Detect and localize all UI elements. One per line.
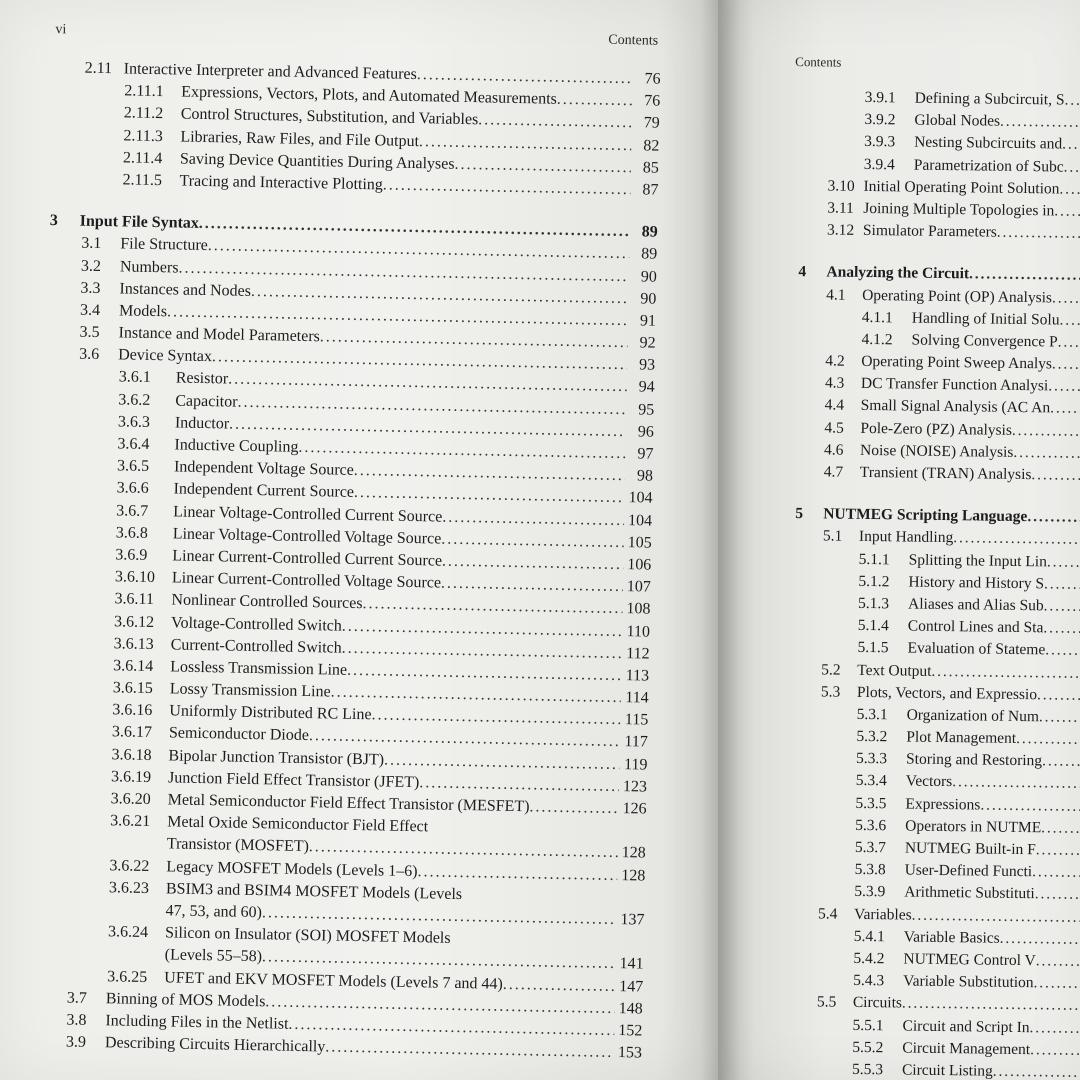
toc-entry-title: Evaluation of Stateme [907, 639, 1046, 659]
toc-entry-title: Variable Basics [903, 928, 1000, 947]
toc-entry-title: Parametrization of Subc [913, 156, 1064, 176]
dot-leader [1059, 178, 1080, 201]
toc-entry-page: 98 [636, 467, 654, 485]
toc-entry-title: Linear Voltage-Controlled Voltage Source [172, 525, 442, 548]
toc-entry-title: Operating Point Sweep Analys [861, 352, 1053, 373]
toc-entry-title: Input Handling [858, 528, 954, 547]
toc-entry-page: 94 [638, 378, 655, 397]
dot-leader [902, 993, 1080, 1018]
running-head: Contents [608, 32, 659, 49]
dot-leader [478, 110, 632, 135]
toc-entry-page: 106 [627, 556, 652, 574]
toc-entry-title: Inductive Coupling [174, 436, 299, 456]
toc-entry-page: 123 [622, 777, 648, 796]
toc-entry-page: 126 [622, 800, 647, 818]
toc-entry-number: 5.4.1 [853, 927, 885, 946]
toc-entry-page: 105 [627, 533, 652, 552]
dot-leader [1043, 617, 1080, 640]
dot-leader [931, 660, 1080, 685]
toc-entry-number: 5.5.3 [851, 1060, 884, 1079]
toc-entry-number: 3.9.3 [864, 133, 896, 151]
dot-leader [1036, 839, 1080, 862]
toc-entry-title: Transient (TRAN) Analysis [859, 463, 1032, 484]
toc-list [0, 56, 667, 1065]
toc-entry-number: 5.5.2 [852, 1038, 884, 1056]
dot-leader [980, 794, 1080, 818]
toc-entry-title: Defining a Subcircuit, S [914, 89, 1065, 109]
toc-entry-number: 4.4 [824, 396, 845, 415]
toc-entry-page: 76 [644, 92, 661, 110]
toc-entry-number: 5.3.8 [854, 861, 886, 879]
toc-entry-page: 90 [640, 267, 657, 286]
dot-leader [1059, 309, 1080, 332]
toc-entry-page: 89 [641, 223, 658, 241]
dot-leader [1035, 884, 1080, 907]
toc-entry-number: 3.3 [80, 279, 101, 297]
toc-entry-page: 112 [626, 644, 650, 663]
toc-entry-title: Instances and Nodes [119, 280, 252, 300]
toc-entry-title: Numbers [119, 257, 179, 276]
toc-entry-number: 5.3.9 [854, 883, 886, 901]
toc-entry-title: Current-Controlled Switch [170, 636, 342, 657]
toc-entry-title: BSIM3 and BSIM4 MOSFET Models (Levels [165, 880, 463, 903]
toc-entry-title: Uniformly Distributed RC Line [169, 702, 372, 724]
dot-leader [1030, 1039, 1080, 1062]
toc-entry-title: Analyzing the Circuit [826, 263, 970, 283]
toc-entry-number: 3.6 [79, 345, 100, 364]
toc-entry-title: Linear Current-Controlled Voltage Source [171, 569, 442, 592]
toc-entry-number: 3.6.4 [117, 435, 150, 453]
dot-leader [1044, 595, 1080, 618]
toc-entry-title: Linear Current-Controlled Current Source [172, 547, 443, 570]
dot-leader [1012, 420, 1080, 444]
dot-leader [441, 528, 624, 553]
toc-entry-number: 5.4.2 [853, 949, 885, 968]
toc-entry-number: 3.6.21 [110, 812, 151, 831]
toc-entry-number: 4.3 [824, 374, 845, 392]
toc-entry-title: NUTMEG Built-in F [904, 839, 1036, 859]
toc-entry-number: 5.3.6 [855, 816, 887, 835]
toc-entry-number: 5.1.1 [858, 550, 890, 568]
toc-entry-number: 2.11.1 [124, 82, 164, 101]
dot-leader [1042, 751, 1080, 774]
toc-entry-title: Independent Voltage Source [173, 458, 355, 480]
toc-entry-number: 5.3.2 [856, 727, 888, 746]
dot-leader [952, 772, 1080, 796]
toc-entry-title: User-Defined Functi [904, 861, 1033, 881]
toc-entry-title: Lossless Transmission Line [170, 658, 348, 679]
toc-entry-number: 3.6.22 [109, 856, 150, 875]
toc-entry-number: 5.5.1 [852, 1016, 884, 1034]
toc-entry-page: 152 [618, 1021, 643, 1040]
toc-entry-title: Circuits [852, 994, 903, 1012]
toc-entry-title: Metal Semiconductor Field Effect Transistor (MESFET) [167, 791, 530, 816]
dot-leader [1013, 442, 1080, 466]
toc-entry-number: 3.6.6 [116, 479, 149, 498]
toc-entry-title: Vectors [905, 772, 953, 791]
dot-leader [529, 796, 619, 820]
toc-entry-number: 3.6.23 [108, 879, 150, 897]
toc-entry-page: 113 [625, 667, 650, 685]
toc-entry-page: 85 [642, 159, 660, 177]
toc-entry-number: 3.9.1 [864, 88, 896, 107]
dot-leader [1052, 287, 1080, 310]
toc-entry-title: Semiconductor Diode [168, 724, 310, 745]
dot-leader [912, 904, 1080, 929]
toc-entry-page: 96 [637, 423, 654, 441]
toc-entry-number: 5.1 [822, 527, 843, 546]
toc-entry-title: Input File Syntax [79, 212, 200, 232]
toc-entry-number: 4.2 [825, 352, 845, 370]
toc-entry-title: Arithmetic Substituti [904, 883, 1035, 903]
toc-entry-number: 5.3 [820, 683, 841, 701]
dot-leader [1016, 728, 1080, 752]
toc-entry-page: 108 [626, 600, 651, 618]
dot-leader [1048, 376, 1080, 399]
toc-entry-title: Lossy Transmission Line [169, 680, 331, 701]
dot-leader [1033, 972, 1080, 995]
toc-entry-page: 128 [621, 844, 646, 862]
toc-entry-number: 3.7 [66, 989, 88, 1007]
toc-entry-title: Junction Field Effect Transistor (JFET) [167, 769, 420, 792]
toc-entry-number: 3.6.1 [118, 368, 151, 387]
dot-leader [1039, 706, 1080, 729]
dot-leader [1027, 506, 1080, 529]
toc-entry-title: Expressions, Vectors, Plots, and Automated Measurements [181, 83, 558, 108]
toc-entry-title: Control Structures, Substitution, and Variables [180, 105, 479, 129]
toc-entry-title: Aliases and Alias Sub [907, 595, 1044, 615]
toc-entry-number: 5.3.5 [855, 794, 887, 812]
toc-entry-number: 4.1.1 [861, 308, 893, 327]
toc-entry-number: 3.6.16 [112, 701, 153, 720]
dot-leader [325, 1037, 614, 1065]
dot-leader [1057, 331, 1080, 354]
toc-entry-number: 3.5 [79, 323, 100, 342]
dot-leader [1050, 398, 1080, 421]
toc-entry-page: 97 [637, 445, 654, 463]
toc-entry-number: 3.6.2 [118, 390, 151, 409]
toc-entry-title: Global Nodes [914, 111, 1001, 130]
toc-entry-title: Libraries, Raw Files, and File Output [180, 128, 420, 150]
toc-entry-number: 4.6 [824, 441, 844, 459]
toc-entry-page: 153 [617, 1044, 643, 1062]
toc-entry-number: 2.11.4 [122, 149, 163, 167]
toc-entry-number: 5.3.4 [855, 772, 887, 790]
dot-leader [1052, 353, 1080, 376]
toc-entry-number: 5.2 [821, 660, 841, 679]
running-head: Contents [795, 54, 842, 70]
toc-entry-number: 4 [798, 263, 807, 281]
toc-entry-page: 93 [638, 356, 656, 374]
toc-entry-number: 3.9.4 [863, 155, 895, 173]
toc-entry-page: 147 [619, 977, 644, 996]
toc-entry-title: Describing Circuits Hierarchically [104, 1034, 326, 1056]
toc-entry-number: 3.6.15 [112, 679, 153, 698]
toc-entry-number: 3.9 [65, 1033, 87, 1051]
toc-entry-title: Splitting the Input Lin [908, 551, 1048, 570]
toc-entry-title: NUTMEG Control V [903, 950, 1036, 970]
toc-entry-title: Operating Point (OP) Analysis [862, 286, 1053, 306]
toc-entry-number: 3.4 [79, 301, 101, 319]
toc-entry-number: 5.4 [817, 904, 838, 923]
toc-entry-title: Joining Multiple Topologies in [863, 199, 1055, 220]
toc-entry-title: Handling of Initial Solu [911, 309, 1060, 329]
toc-entry-title: Nesting Subcircuits and [914, 133, 1063, 153]
toc-entry-title: Models [118, 302, 168, 321]
toc-entry-title: Pole-Zero (PZ) Analysis [860, 419, 1013, 439]
toc-entry-title: Nonlinear Controlled Sources [171, 591, 363, 613]
toc-entry-page: 115 [624, 711, 649, 729]
toc-entry-number: 3.1 [81, 234, 102, 253]
toc-entry [718, 1057, 1080, 1080]
toc-entry-page: 91 [639, 312, 657, 330]
toc-entry-number: 5.1.2 [858, 572, 890, 591]
toc-entry-title: UFET and EKV MOSFET Models (Levels 7 and 44) [164, 968, 504, 993]
toc-entry-number: 3 [49, 212, 58, 230]
toc-entry-page: 141 [619, 955, 644, 973]
toc-entry-number: 5.4.3 [853, 971, 885, 990]
toc-entry-page: 92 [639, 334, 656, 352]
toc-entry-number: 3.6.25 [107, 967, 148, 986]
dot-leader [442, 551, 624, 576]
dot-leader [1045, 640, 1080, 663]
dot-leader [1062, 134, 1080, 157]
dot-leader [953, 528, 1080, 552]
toc-entry-number: 3.6.8 [115, 524, 148, 542]
toc-entry-title: Storing and Restoring [905, 750, 1043, 770]
toc-entry-page: 76 [644, 70, 661, 88]
toc-entry-title: Inductor [174, 414, 230, 433]
toc-entry-title: Expressions [905, 795, 981, 814]
dot-leader [383, 174, 631, 201]
dot-leader [442, 506, 624, 531]
dot-leader [1000, 928, 1080, 952]
toc-entry-title: Operators in NUTME [905, 817, 1042, 837]
dot-leader [1063, 156, 1080, 179]
toc-entry-title: Silicon on Insulator (SOI) MOSFET Models [164, 924, 451, 947]
toc-entry-number: 3.9.2 [864, 111, 896, 129]
toc-entry-page: 79 [643, 114, 660, 133]
toc-entry-title: Saving Device Quantities During Analyses [179, 150, 455, 173]
dot-leader [1031, 464, 1080, 487]
toc-entry-number: 3.11 [827, 199, 854, 217]
toc-entry-title: Circuit and Script In [902, 1017, 1030, 1036]
dot-leader [1047, 551, 1080, 574]
toc-entry-title: Metal Oxide Semiconductor Field Effect [167, 813, 429, 836]
dot-leader [1029, 1017, 1080, 1040]
dot-leader [1000, 111, 1080, 135]
toc-entry-title: DC Transfer Function Analysi [860, 375, 1049, 395]
toc-entry-number: 3.6.17 [111, 723, 153, 742]
dot-leader [1037, 684, 1080, 707]
toc-entry-number: 3.8 [66, 1011, 87, 1029]
toc-entry-number: 3.6.14 [113, 657, 154, 675]
toc-entry-page: 107 [626, 578, 652, 596]
dot-leader [1054, 200, 1080, 223]
toc-entry-page: 89 [641, 245, 658, 263]
dot-leader [454, 154, 631, 179]
toc-entry-number: 5.3.1 [856, 705, 888, 724]
toc-entry-title: Circuit Listing [901, 1061, 993, 1080]
toc-list [718, 85, 1080, 1080]
toc-entry-number: 4.1.2 [861, 330, 893, 349]
toc-entry-number: 2.11 [84, 59, 113, 78]
toc-entry-page: 104 [627, 511, 653, 530]
toc-entry-number: 4.7 [823, 463, 844, 481]
toc-entry-title: Tracing and Interactive Plotting [179, 172, 384, 194]
toc-entry-number: 3.2 [80, 257, 102, 275]
toc-entry-title: Small Signal Analysis (AC An [860, 397, 1051, 417]
toc-entry-number: 4.1 [826, 285, 846, 304]
toc-entry-page: 110 [626, 622, 651, 641]
toc-entry-number: 5.3.3 [855, 750, 888, 768]
toc-entry-title: Instance and Model Parameters [118, 324, 321, 346]
toc-entry-title: Circuit Management [902, 1039, 1031, 1058]
dot-leader [1041, 817, 1080, 840]
right-page [718, 0, 1080, 1080]
toc-entry-title: Control Lines and Sta [907, 617, 1044, 637]
toc-entry-title: Interactive Interpreter and Advanced Features [123, 60, 417, 84]
toc-entry-title: Transistor (MOSFET) [166, 835, 310, 856]
dot-leader [1036, 950, 1080, 973]
toc-entry-number: 2.11.5 [122, 171, 163, 190]
toc-entry-page: 82 [643, 136, 660, 155]
toc-entry-number: 5 [795, 505, 804, 523]
toc-entry-page: 119 [623, 755, 648, 774]
toc-entry-title: Resistor [175, 369, 229, 388]
toc-entry-page: 114 [625, 689, 649, 707]
toc-entry [718, 218, 1080, 246]
toc-entry-number: 3.6.19 [110, 768, 152, 786]
toc-entry-page: 148 [618, 999, 643, 1018]
toc-entry-title: File Structure [120, 235, 209, 255]
toc-entry-title: Binning of MOS Models [105, 989, 266, 1011]
toc-entry-title: Initial Operating Point Solution [863, 177, 1060, 198]
toc-entry-page: 117 [624, 733, 649, 752]
toc-entry-title: (Levels 55–58) [164, 946, 263, 966]
toc-entry-number: 3.6.20 [110, 790, 151, 809]
toc-entry-number: 3.6.9 [115, 546, 148, 564]
toc-entry-title: Variable Substitution [903, 972, 1034, 992]
dot-leader [993, 1061, 1080, 1080]
toc-entry-title: Independent Current Source [173, 480, 355, 502]
toc-entry-title: Legacy MOSFET Models (Levels 1–6) [166, 857, 418, 880]
toc-entry-number: 5.1.4 [857, 617, 889, 635]
toc-entry-title: History and History S [908, 573, 1045, 593]
toc-entry-number: 3.6.7 [116, 501, 149, 520]
toc-entry-title: Plot Management [906, 728, 1017, 748]
toc-entry-title: Plots, Vectors, and Expressio [856, 683, 1038, 703]
toc-entry-page: 137 [620, 910, 645, 929]
toc-entry-title: Device Syntax [118, 346, 213, 366]
dot-leader [557, 89, 633, 112]
toc-entry-number: 5.1.5 [857, 639, 889, 657]
toc-entry-page: 128 [621, 866, 646, 885]
toc-entry-page: 90 [640, 290, 657, 308]
toc-entry-number: 2.11.2 [123, 104, 164, 123]
toc-entry-title: Voltage-Controlled Switch [170, 613, 343, 635]
toc-entry-title: Including Files in the Netlist [105, 1012, 289, 1033]
toc-entry-number: 3.6.5 [116, 457, 150, 476]
toc-entry-title: NUTMEG Scripting Language [823, 505, 1028, 526]
dot-leader [1064, 90, 1080, 113]
dot-leader [1044, 573, 1080, 596]
toc-entry [718, 460, 1080, 488]
toc-entry-number: 3.12 [826, 221, 855, 239]
toc-entry-number: 3.6.24 [107, 923, 149, 942]
toc-entry-title: Bipolar Junction Transistor (BJT) [168, 747, 385, 769]
toc-entry-title: Variables [853, 905, 912, 924]
dot-leader [969, 264, 1080, 288]
toc-entry-title: Text Output [857, 661, 932, 680]
toc-entry-title: 47, 53, and 60) [165, 902, 263, 921]
toc-entry-number: 3.6.11 [114, 590, 155, 609]
toc-entry-title: Simulator Parameters [862, 222, 997, 241]
toc-entry-title: Noise (NOISE) Analysis [860, 441, 1014, 461]
toc-entry-page: 87 [642, 181, 659, 199]
toc-entry-number: 3.6.13 [113, 634, 154, 653]
toc-entry-number: 3.6.12 [113, 612, 155, 631]
toc-entry-page: 104 [628, 489, 653, 507]
toc-entry-page: 95 [638, 400, 655, 419]
toc-entry-title: Capacitor [175, 392, 238, 411]
toc-entry-number: 3.10 [827, 177, 855, 195]
toc-entry-number: 3.6.3 [117, 413, 151, 431]
toc-entry-number: 2.11.3 [123, 126, 163, 145]
toc-entry-number: 5.1.3 [858, 594, 890, 613]
dot-leader [997, 222, 1080, 246]
dot-leader [1032, 861, 1080, 884]
toc-entry-title: Solving Convergence P [911, 331, 1058, 351]
folio: vi [55, 22, 67, 38]
toc-entry-number: 3.6.10 [114, 568, 156, 587]
toc-entry-number: 4.5 [824, 419, 844, 437]
toc-entry-number: 5.5 [816, 993, 837, 1011]
toc-entry-title: Linear Voltage-Controlled Current Source [173, 502, 443, 526]
dot-leader [503, 973, 616, 997]
dot-leader [441, 573, 623, 598]
toc-entry-number: 5.3.7 [854, 838, 887, 857]
toc-entry-number: 3.6.18 [111, 745, 152, 764]
toc-entry-title: Organization of Num [906, 706, 1040, 726]
